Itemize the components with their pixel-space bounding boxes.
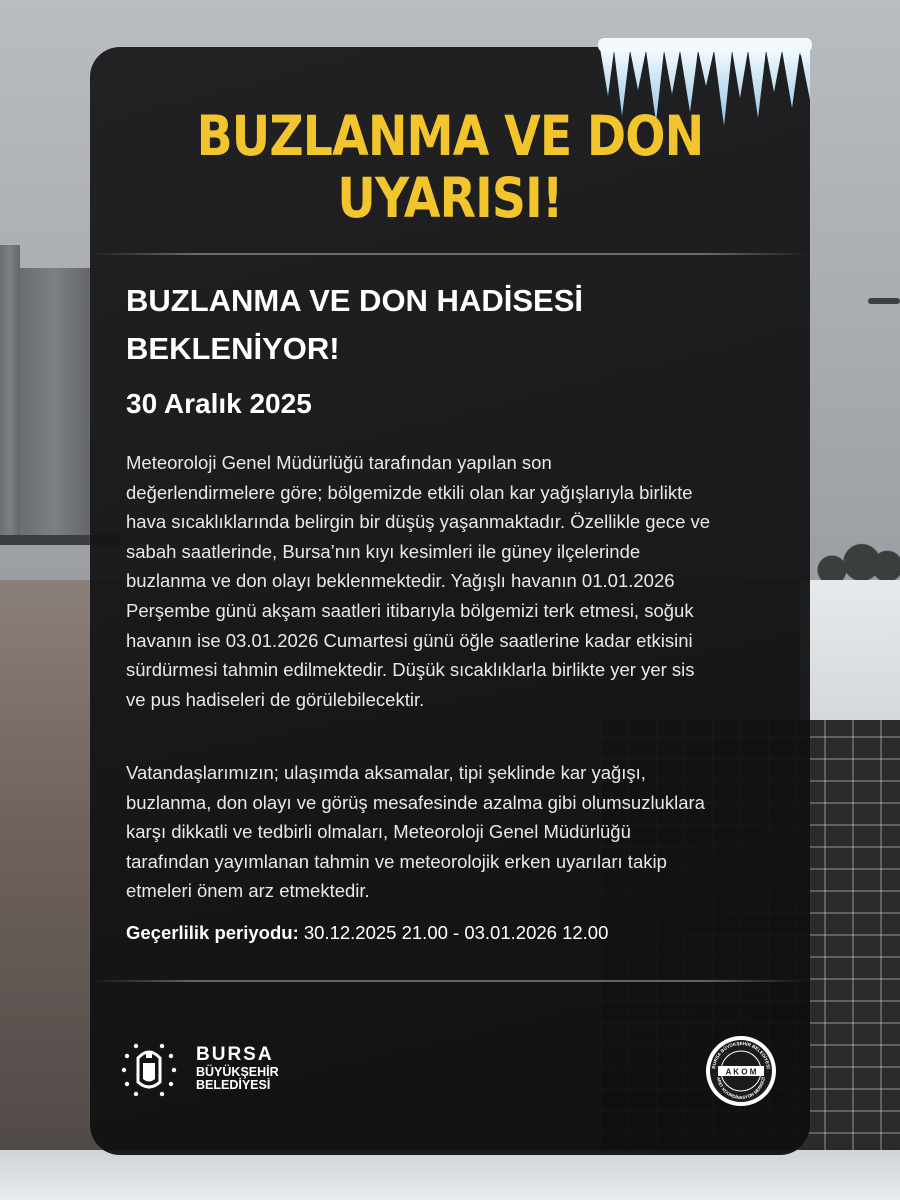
text-line: Perşembe günü akşam saatleri itibarıyla bölgemizi terk etmesi, soğuk bbox=[126, 599, 694, 621]
paragraph-advice bbox=[126, 758, 786, 906]
text-line: havanın ise 03.01.2026 Cumartesi günü öğle saatlerine kadar etkisini bbox=[126, 629, 693, 651]
subtitle-line-1: BUZLANMA VE DON HADİSESİ bbox=[126, 283, 583, 318]
text-line: Meteoroloji Genel Müdürlüğü tarafından yapılan son bbox=[126, 452, 552, 473]
bursa-line-2: BÜYÜKŞEHİR bbox=[196, 1065, 279, 1079]
building-left-2 bbox=[20, 268, 90, 536]
building-left bbox=[0, 245, 20, 535]
akom-center-text: A K O M bbox=[725, 1067, 757, 1077]
snow-bottom bbox=[0, 1150, 900, 1200]
paragraph-forecast bbox=[126, 448, 786, 714]
bursa-name: BURSA bbox=[196, 1044, 274, 1065]
headline bbox=[63, 105, 837, 229]
akom-ring-top: BURSA BÜYÜKŞEHİR BELEDİYESİ bbox=[711, 1040, 771, 1070]
text-line: buzlanma ve don olayı beklenmektedir. Yağışlı havanın 01.01.2026 bbox=[126, 570, 675, 592]
text-line: karşı dikkatli ve tedbirli olmaları, Meteoroloji Genel Müdürlüğü bbox=[126, 821, 631, 843]
street-lamp bbox=[868, 298, 900, 304]
warning-date: 30 Aralık 2025 bbox=[126, 388, 312, 419]
akom-ring-bottom: AFET KOORDİNASYON MERKEZİ bbox=[716, 1076, 766, 1101]
text-line: sabah saatlerinde, Bursa’nın kıyı kesimleri ile güney ilçelerinde bbox=[126, 540, 641, 562]
validity-value: 30.12.2025 21.00 - 03.01.2026 12.00 bbox=[303, 922, 609, 943]
text-line: sürdürmesi tahmin edilmektedir. Düşük sıcaklıklarla birlikte yer yer sis bbox=[126, 659, 695, 681]
bursa-logo-text bbox=[196, 1044, 279, 1092]
divider-top bbox=[90, 253, 810, 255]
headline-line-1: BUZLANMA VE DON bbox=[196, 104, 704, 168]
subtitle-line-2: BEKLENİYOR! bbox=[126, 331, 340, 366]
validity-label: Geçerlilik periyodu: bbox=[126, 922, 299, 943]
text-line: tarafından yayımlanan tahmin ve meteorolojik erken uyarıları takip bbox=[126, 850, 667, 872]
akom-seal bbox=[705, 1035, 777, 1107]
trees bbox=[815, 510, 900, 585]
bursa-line-3: BELEDİYESİ bbox=[196, 1078, 271, 1092]
subtitle bbox=[126, 277, 766, 373]
text-line: ve pus hadiseleri de görülebilecektir. bbox=[126, 688, 425, 710]
headline-line-2: UYARISI! bbox=[337, 166, 563, 230]
text-line: hava sıcaklıklarında belirgin bir düşüş yaşanmaktadır. Özellikle gece ve bbox=[126, 511, 711, 533]
text-line: değerlendirmelere göre; bölgemizde etkili olan kar yağışlarıyla birlikte bbox=[126, 481, 693, 503]
text-line: buzlanma, don olayı ve görüş mesafesinde azalma gibi olumsuzluklara bbox=[126, 791, 705, 813]
divider-bottom bbox=[90, 980, 810, 982]
validity-period bbox=[126, 922, 608, 944]
text-line: etmeleri önem arz etmektedir. bbox=[126, 880, 370, 902]
text-line: Vatandaşlarımızın; ulaşımda aksamalar, tipi şeklinde kar yağışı, bbox=[126, 762, 646, 783]
